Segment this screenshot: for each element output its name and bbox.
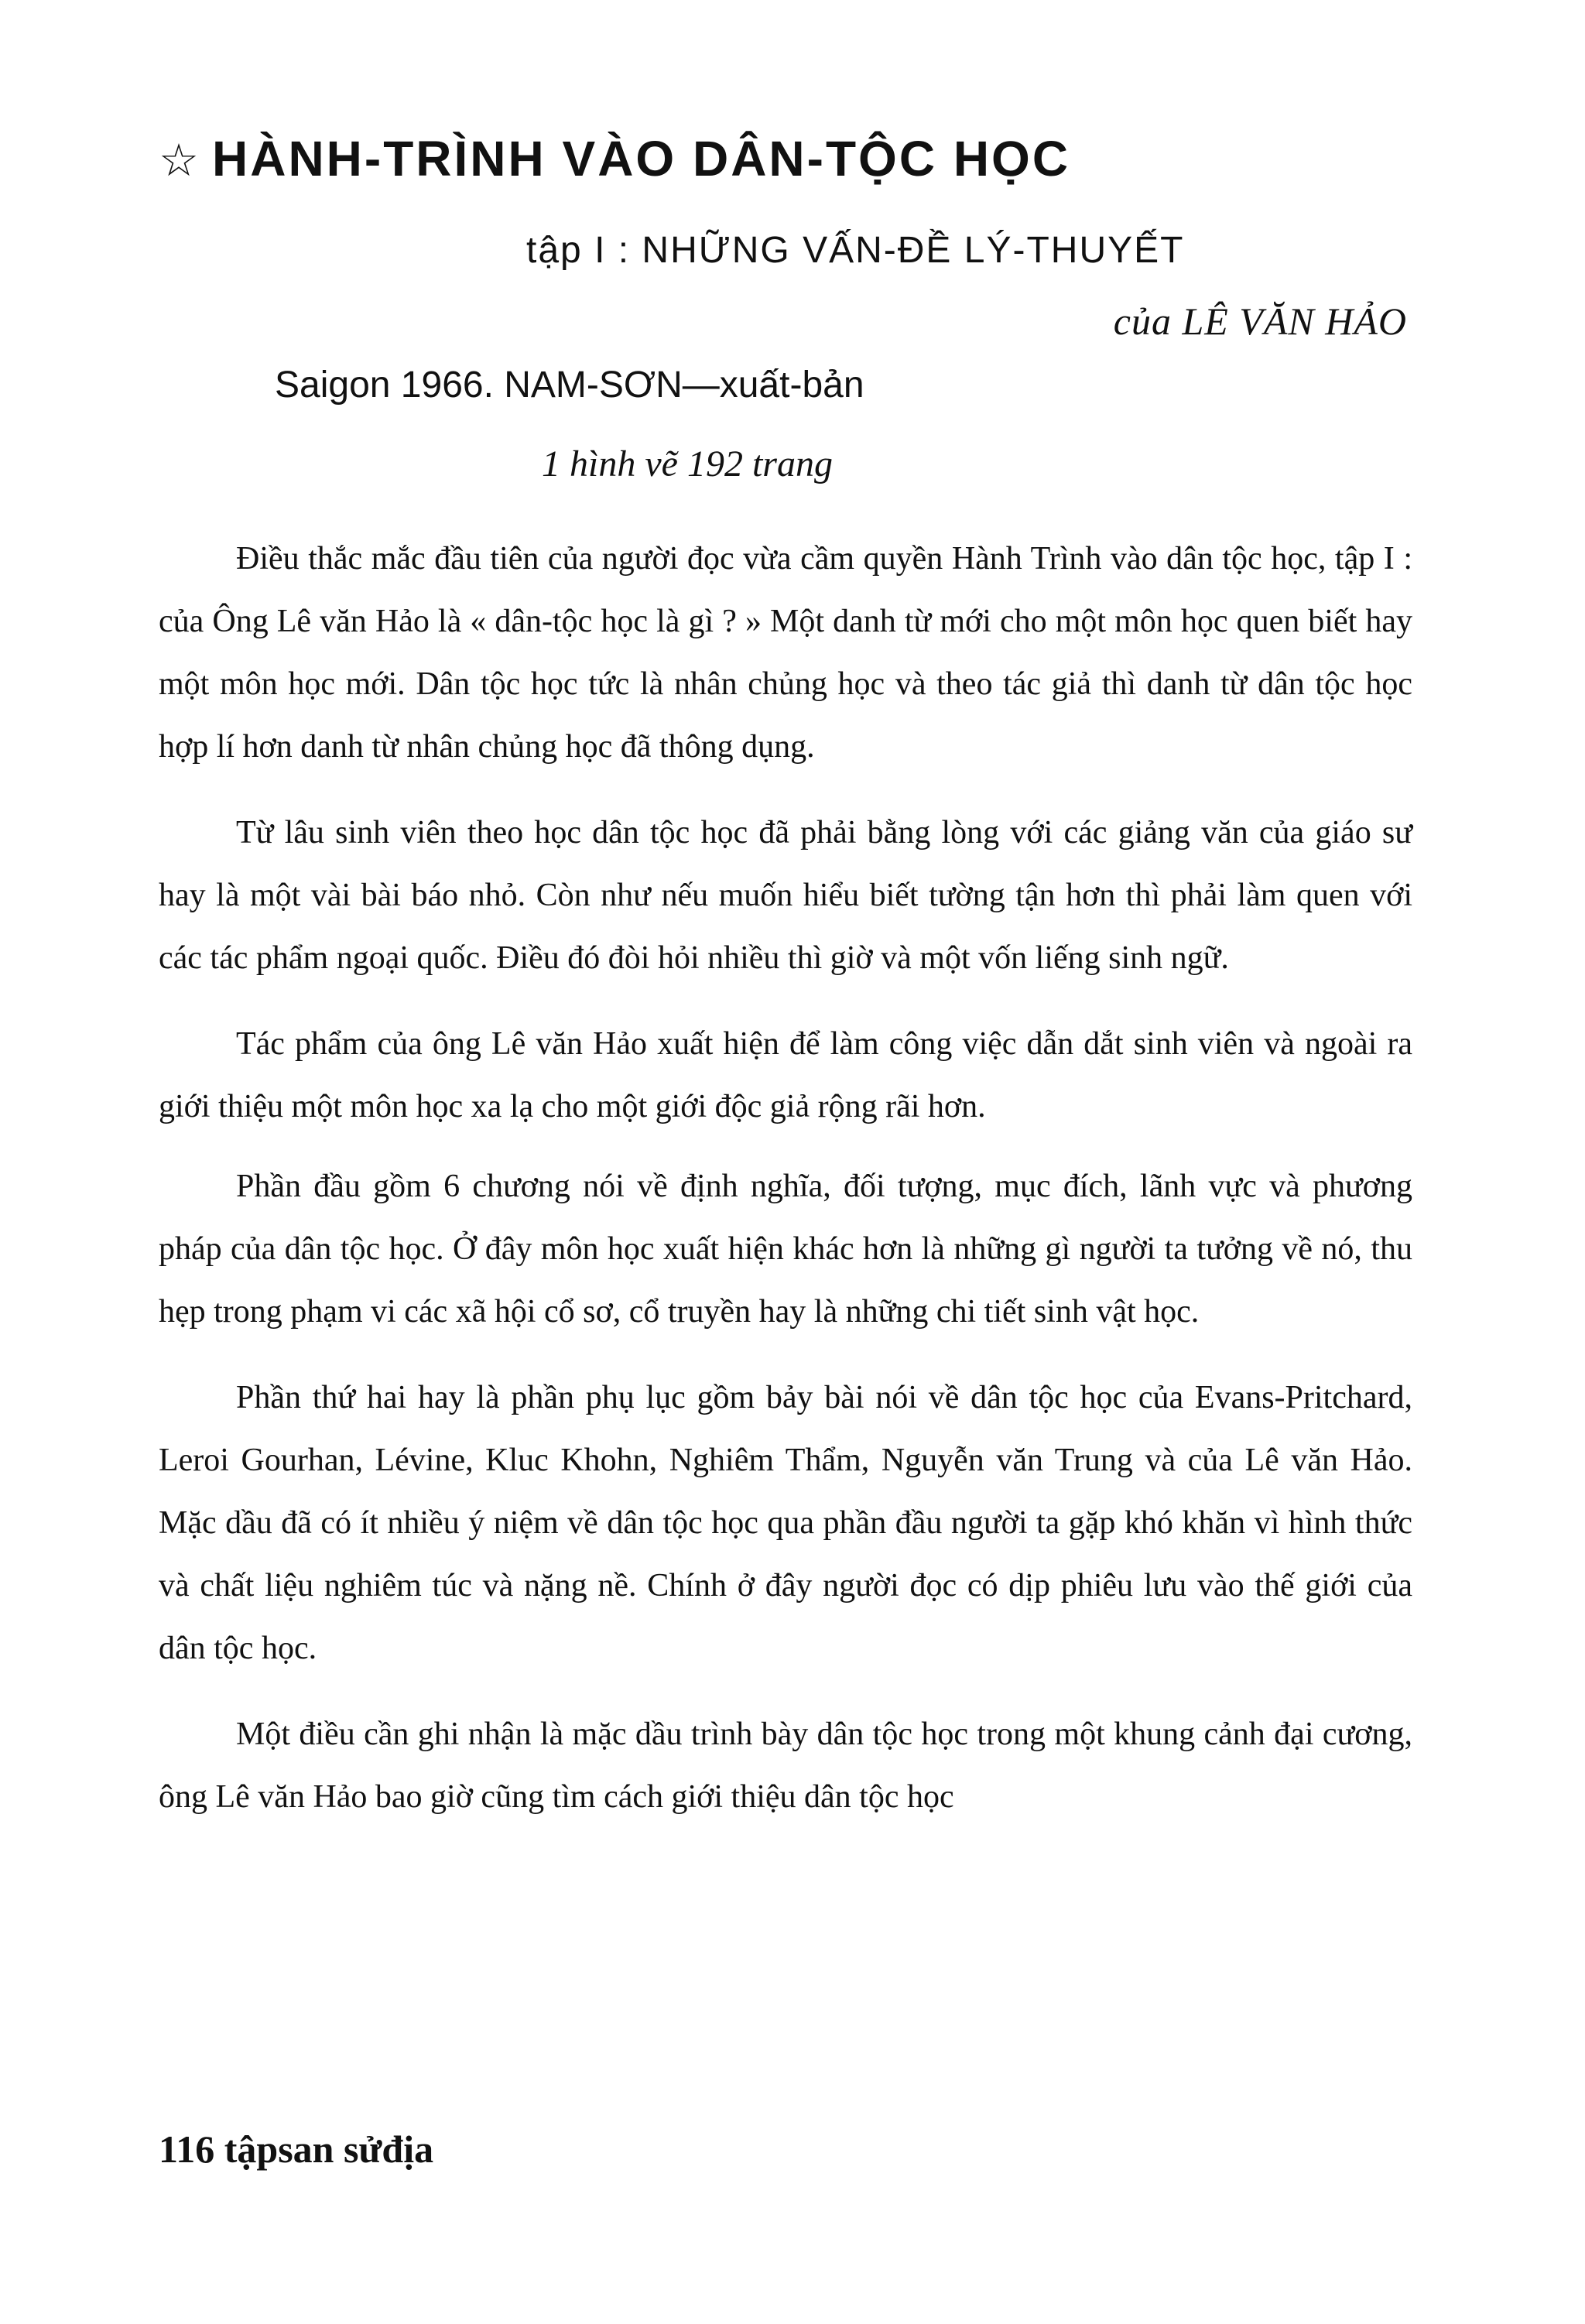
paragraph: Từ lâu sinh viên theo học dân tộc học đã phải bằng lòng với các giảng văn của giáo sư hay là một vài bài báo nhỏ. Còn như nếu muốn hiểu biết tường tận hơn thì phải làm quen với các tác phẩm ngoại quốc. Điều đó đòi hỏi nhiều thì giờ và một vốn liếng sinh ngữ.	[159, 815, 1412, 976]
publication-info: Saigon 1966. NAM-SƠN—xuất-bản	[275, 365, 864, 406]
review-body	[159, 528, 1412, 1852]
paragraph: Tác phẩm của ông Lê văn Hảo xuất hiện để làm công việc dẫn dắt sinh viên và ngoài ra giới thiệu một môn học xa lạ cho một giới độc giả rộng rãi hơn.	[159, 1026, 1412, 1124]
paragraph: Phần thứ hai hay là phần phụ lục gồm bảy bài nói về dân tộc học của Evans-Pritchard, Leroi Gourhan, Lévine, Kluc Khohn, Nghiêm Thẩm, Nguyễn văn Trung và của Lê văn Hảo. Mặc dầu đã có ít nhiều ý niệm về dân tộc học qua phần đầu người ta gặp khó khăn vì hình thức và chất liệu nghiêm túc và nặng nề. Chính ở đây người đọc có dịp phiêu lưu vào thế giới của dân tộc học.	[159, 1380, 1412, 1666]
book-subtitle: tập I : NHỮNG VẤN-ĐỀ LÝ-THUYẾT	[526, 230, 1185, 271]
journal-name: tậpsan sửđịa	[224, 2127, 434, 2171]
page-footer	[159, 2127, 433, 2172]
page-count-info: 1 hình vẽ 192 trang	[542, 443, 833, 484]
star-icon: ☆	[159, 135, 201, 186]
paragraph: Một điều cần ghi nhận là mặc dầu trình bày dân tộc học trong một khung cảnh đại cương, ông Lê văn Hảo bao giờ cũng tìm cách giới thiệu dân tộc học	[159, 1716, 1412, 1815]
review-title	[159, 130, 1070, 187]
page-number: 116	[159, 2127, 215, 2171]
paragraph: Phần đầu gồm 6 chương nói về định nghĩa, đối tượng, mục đích, lãnh vực và phương pháp của dân tộc học. Ở đây môn học xuất hiện khác hơn là những gì người ta tưởng về nó, thu hẹp trong phạm vi các xã hội cổ sơ, cổ truyền hay là những chi tiết sinh vật học.	[159, 1169, 1412, 1330]
book-author: của LÊ VĂN HẢO	[1113, 299, 1407, 343]
paragraph: Điều thắc mắc đầu tiên của người đọc vừa cầm quyền Hành Trình vào dân tộc học, tập I : của Ông Lê văn Hảo là « dân-tộc học là gì ? » Một danh từ mới cho một môn học quen biết hay một môn học mới. Dân tộc học tức là nhân chủng học và theo tác giả thì danh từ dân tộc học hợp lí hơn danh từ nhân chủng học đã thông dụng.	[159, 541, 1412, 765]
book-title: HÀNH-TRÌNH VÀO DÂN-TỘC HỌC	[212, 131, 1071, 187]
